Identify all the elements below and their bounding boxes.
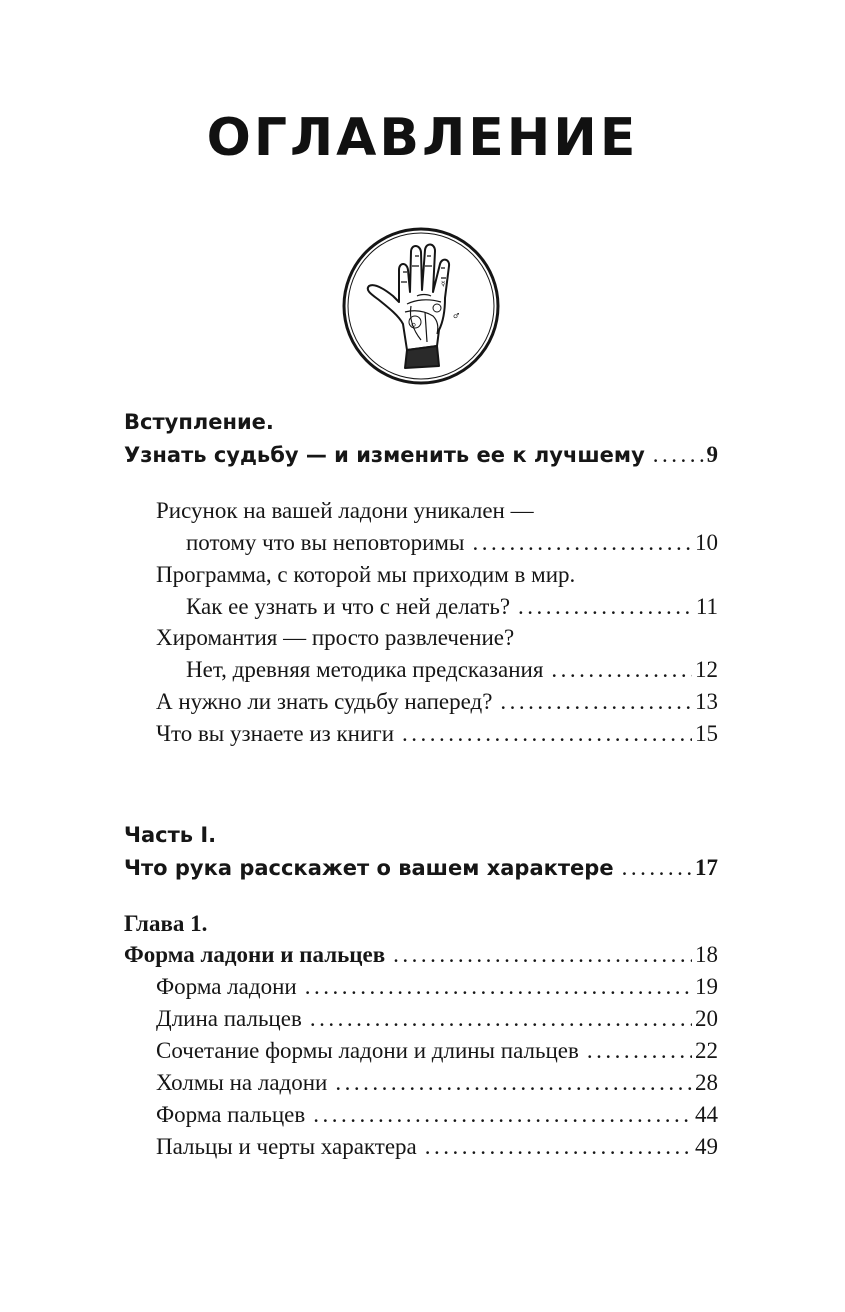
toc-entry-title: Форма ладони xyxy=(156,974,297,999)
dot-leader xyxy=(551,657,692,683)
toc-page-number: 18 xyxy=(695,942,718,967)
toc-entry-title: Форма пальцев xyxy=(156,1102,306,1127)
toc-page-number: 13 xyxy=(695,689,718,714)
toc-entry[interactable] xyxy=(156,1134,718,1160)
dot-leader xyxy=(518,594,693,620)
toc-page-number: 11 xyxy=(695,594,718,619)
toc-page-number: 17 xyxy=(695,855,718,880)
svg-text:☿: ☿ xyxy=(441,280,446,288)
toc-entry[interactable] xyxy=(156,1102,718,1128)
svg-text:♀: ♀ xyxy=(411,322,417,330)
toc-entry[interactable] xyxy=(186,657,718,683)
palmistry-hand-icon xyxy=(341,226,501,386)
toc-entry-title: Что вы узнаете из книги xyxy=(156,721,395,746)
toc-page-number: 19 xyxy=(695,974,718,999)
toc-entry-title: Длина пальцев xyxy=(156,1006,302,1031)
toc-entry-title: Сочетание формы ладони и длины пальцев xyxy=(156,1038,579,1063)
dot-leader xyxy=(310,1006,692,1032)
intro-label: Вступление. xyxy=(124,410,274,434)
toc-entry-part1[interactable] xyxy=(124,855,718,881)
toc-entry[interactable] xyxy=(156,1070,718,1096)
toc-entry-intro[interactable] xyxy=(124,442,718,468)
toc-entry[interactable] xyxy=(186,594,718,620)
toc-page-number: 22 xyxy=(695,1038,718,1063)
toc-entry[interactable] xyxy=(156,721,718,747)
dot-leader xyxy=(305,974,692,1000)
toc-entry-title: Пальцы и черты характера xyxy=(156,1134,417,1159)
toc-entry[interactable] xyxy=(156,1006,718,1032)
toc-entry-line[interactable]: Рисунок на вашей ладони уникален — xyxy=(156,498,534,523)
toc-page-number: 20 xyxy=(695,1006,718,1031)
toc-page-number: 44 xyxy=(695,1102,718,1127)
toc-entry[interactable] xyxy=(156,974,718,1000)
toc-entry-title: Форма ладони и пальцев xyxy=(124,942,386,967)
toc-entry-title: А нужно ли знать судьбу наперед? xyxy=(156,689,493,714)
toc-entry-chapter1[interactable] xyxy=(124,942,718,968)
dot-leader xyxy=(500,689,692,715)
dot-leader xyxy=(653,442,704,468)
toc-entry-line[interactable]: Хиромантия — просто развлечение? xyxy=(156,625,515,650)
chapter-label: Глава 1. xyxy=(124,911,208,936)
dot-leader xyxy=(622,855,692,881)
dot-leader xyxy=(587,1038,692,1064)
dot-leader xyxy=(425,1134,692,1160)
page-title: ОГЛАВЛЕНИЕ xyxy=(206,108,639,168)
toc-entry-line[interactable]: Программа, с которой мы приходим в мир. xyxy=(156,562,576,587)
toc-page-number: 15 xyxy=(695,721,718,746)
toc-entry-title: потому что вы неповторимы xyxy=(186,530,465,555)
toc-entry[interactable] xyxy=(186,530,718,556)
toc-page-number: 12 xyxy=(695,657,718,682)
dot-leader xyxy=(393,942,692,968)
part-label: Часть I. xyxy=(124,823,217,847)
toc-entry-title: Как ее узнать и что с ней делать? xyxy=(186,594,511,619)
dot-leader xyxy=(472,530,692,556)
toc-entry-title: Холмы на ладони xyxy=(156,1070,328,1095)
toc-entry[interactable] xyxy=(156,1038,718,1064)
dot-leader xyxy=(313,1102,692,1128)
toc-entry-title: Что рука расскажет о вашем характере xyxy=(124,856,614,880)
toc-entry[interactable] xyxy=(156,689,718,715)
toc-page-number: 49 xyxy=(695,1134,718,1159)
toc-entry-title: Нет, древняя методика предсказания xyxy=(186,657,544,682)
dot-leader xyxy=(402,721,692,747)
svg-text:♂: ♂ xyxy=(453,312,460,320)
dot-leader xyxy=(335,1070,692,1096)
toc-entry-title: Узнать судьбу — и изменить ее к лучшему xyxy=(124,443,645,467)
toc-page-number: 10 xyxy=(695,530,718,555)
toc-page-number: 9 xyxy=(706,442,718,467)
toc-page-number: 28 xyxy=(695,1070,718,1095)
